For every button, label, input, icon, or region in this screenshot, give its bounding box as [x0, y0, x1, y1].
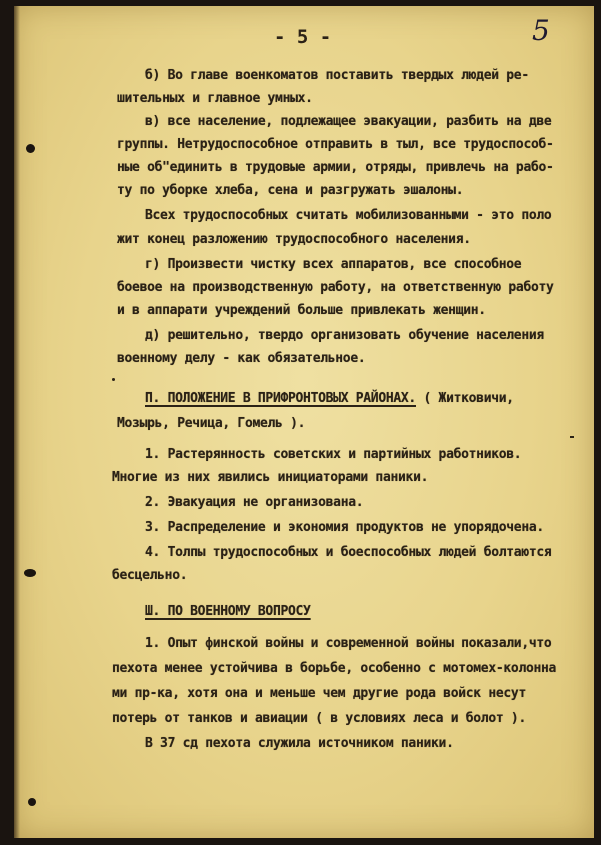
body-line: и в аппарати учреждений больше привлекать женщин. [117, 303, 486, 318]
section-2-heading-tail: ( Житковичи, [423, 391, 514, 406]
binding-hole-mark [28, 798, 36, 806]
binding-hole-mark [26, 144, 35, 153]
body-line: б) Во главе военкоматов поставить твердых людей ре- [145, 68, 529, 83]
section-2-item: Многие из них явились инициаторами паники. [112, 470, 429, 485]
binding-hole-mark [24, 569, 36, 577]
section-3-line: потерь от танков и авиации ( в условиях леса и болот ). [112, 711, 526, 726]
ink-speck [570, 436, 574, 438]
section-2-item: 1. Растерянность советских и партийных работников. [145, 447, 522, 462]
section-2-heading-line [145, 391, 514, 407]
section-2-item: 3. Распределение и экономия продуктов не упорядочена. [145, 520, 544, 535]
section-3-heading: Ш. ПО ВОЕННОМУ ВОПРОСУ [145, 604, 311, 619]
body-line: Всех трудоспособных считать мобилизованными - это поло [145, 208, 552, 223]
section-3-line: 1. Опыт финской войны и современной войны показали,что [145, 636, 552, 651]
body-line: д) решительно, твердо организовать обучение населения [145, 328, 544, 343]
ink-speck [112, 378, 115, 381]
body-line: военному делу - как обязательное. [117, 351, 366, 366]
body-line: жит конец разложению трудоспособного населения. [117, 232, 471, 247]
body-line: ту по уборке хлеба, сена и разгружать эшалоны. [117, 183, 464, 198]
body-line: ные об"единить в трудовые армии, отряды, привлечь на рабо- [117, 160, 554, 175]
body-line: в) все население, подлежащее эвакуации, разбить на две [145, 114, 552, 129]
section-3-line: пехота менее устойчива в борьбе, особенно с мотомех-колонна [112, 661, 557, 676]
section-3-line: В 37 сд пехота служила источником паники. [145, 736, 454, 751]
body-line: шительных и главное умных. [117, 91, 313, 106]
section-2-item: бесцельно. [112, 568, 188, 583]
section-2-subline: Мозырь, Речица, Гомель ). [117, 416, 306, 431]
document-page [14, 6, 594, 838]
section-2-item: 2. Эвакуация не организована. [145, 495, 364, 510]
body-line: группы. Нетрудоспособное отправить в тыл, все трудоспособ- [117, 137, 554, 152]
section-2-item: 4. Толпы трудоспособных и боеспособных людей болтаются [145, 545, 552, 560]
archive-folio-number: 5 [532, 14, 550, 47]
page-number: - 5 - [274, 26, 332, 48]
body-line: г) Произвести чистку всех аппаратов, все способное [145, 257, 522, 272]
section-2-heading: П. ПОЛОЖЕНИЕ В ПРИФРОНТОВЫХ РАЙОНАХ. [145, 391, 416, 406]
body-line: боевое на производственную работу, на ответственную работу [117, 280, 554, 295]
section-3-line: ми пр-ка, хотя она и меньше чем другие рода войск несут [112, 686, 526, 701]
